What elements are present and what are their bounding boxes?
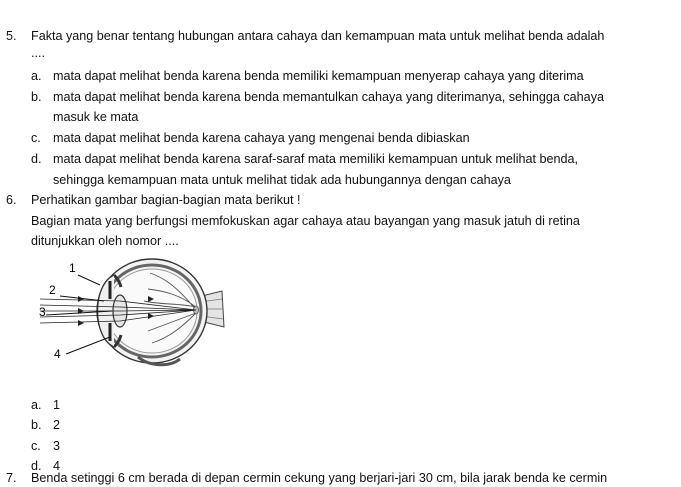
- q6-option-d-value: 4: [53, 459, 61, 473]
- q5-number: 5.: [6, 29, 17, 43]
- figure-label-4: 4: [54, 347, 61, 361]
- q7-text: Benda setinggi 6 cm berada di depan cermin cekung yang berjari-jari 30 cm, bila jarak benda ke cermin: [31, 471, 608, 485]
- q6-option-c-value: 3: [53, 439, 61, 453]
- q5-question-line2: ....: [31, 46, 45, 60]
- q5-option-a-letter: a.: [31, 69, 42, 83]
- q6-option-a-value: 1: [53, 398, 61, 412]
- q6-number: 6.: [6, 193, 17, 207]
- q5-option-c-letter: c.: [31, 131, 41, 145]
- figure-label-1: 1: [69, 261, 76, 275]
- q6-option-a-letter: a.: [31, 398, 42, 412]
- q5-option-d-text-line1: mata dapat melihat benda karena saraf-saraf mata memiliki kemampuan untuk melihat benda,: [53, 152, 579, 166]
- eye-anatomy-figure: [30, 255, 226, 377]
- q7-cutoff-line: [0, 471, 681, 487]
- q5-option-c-text: mata dapat melihat benda karena cahaya yang mengenai benda dibiaskan: [53, 131, 470, 145]
- q6-question-line1: Bagian mata yang berfungsi memfokuskan agar cahaya atau bayangan yang masuk jatuh di retina: [31, 214, 580, 228]
- q5-option-d-letter: d.: [31, 152, 42, 166]
- q5-option-b-text-line2: masuk ke mata: [53, 110, 139, 124]
- q6-option-b-letter: b.: [31, 418, 42, 432]
- q7-number: 7.: [6, 471, 17, 485]
- figure-label-3: 3: [39, 305, 46, 319]
- q5-option-b-text-line1: mata dapat melihat benda karena benda memantulkan cahaya yang diterimanya, sehingga cahaya: [53, 90, 604, 104]
- q6-option-c-letter: c.: [31, 439, 41, 453]
- q5-option-a-text: mata dapat melihat benda karena benda memiliki kemampuan menyerap cahaya yang diterima: [53, 69, 584, 83]
- figure-label-2: 2: [49, 283, 56, 297]
- q5-option-d-text-line2: sehingga kemampuan mata untuk melihat tidak ada hubungannya dengan cahaya: [53, 173, 511, 187]
- q6-option-b-value: 2: [53, 418, 61, 432]
- q6-question-line2: ditunjukkan oleh nomor ....: [31, 234, 179, 248]
- q6-option-d-letter: d.: [31, 459, 42, 473]
- q5-question-line1: Fakta yang benar tentang hubungan antara cahaya dan kemampuan mata untuk melihat benda adalah: [31, 29, 605, 43]
- q5-option-b-letter: b.: [31, 90, 42, 104]
- q6-intro: Perhatikan gambar bagian-bagian mata berikut !: [31, 193, 301, 207]
